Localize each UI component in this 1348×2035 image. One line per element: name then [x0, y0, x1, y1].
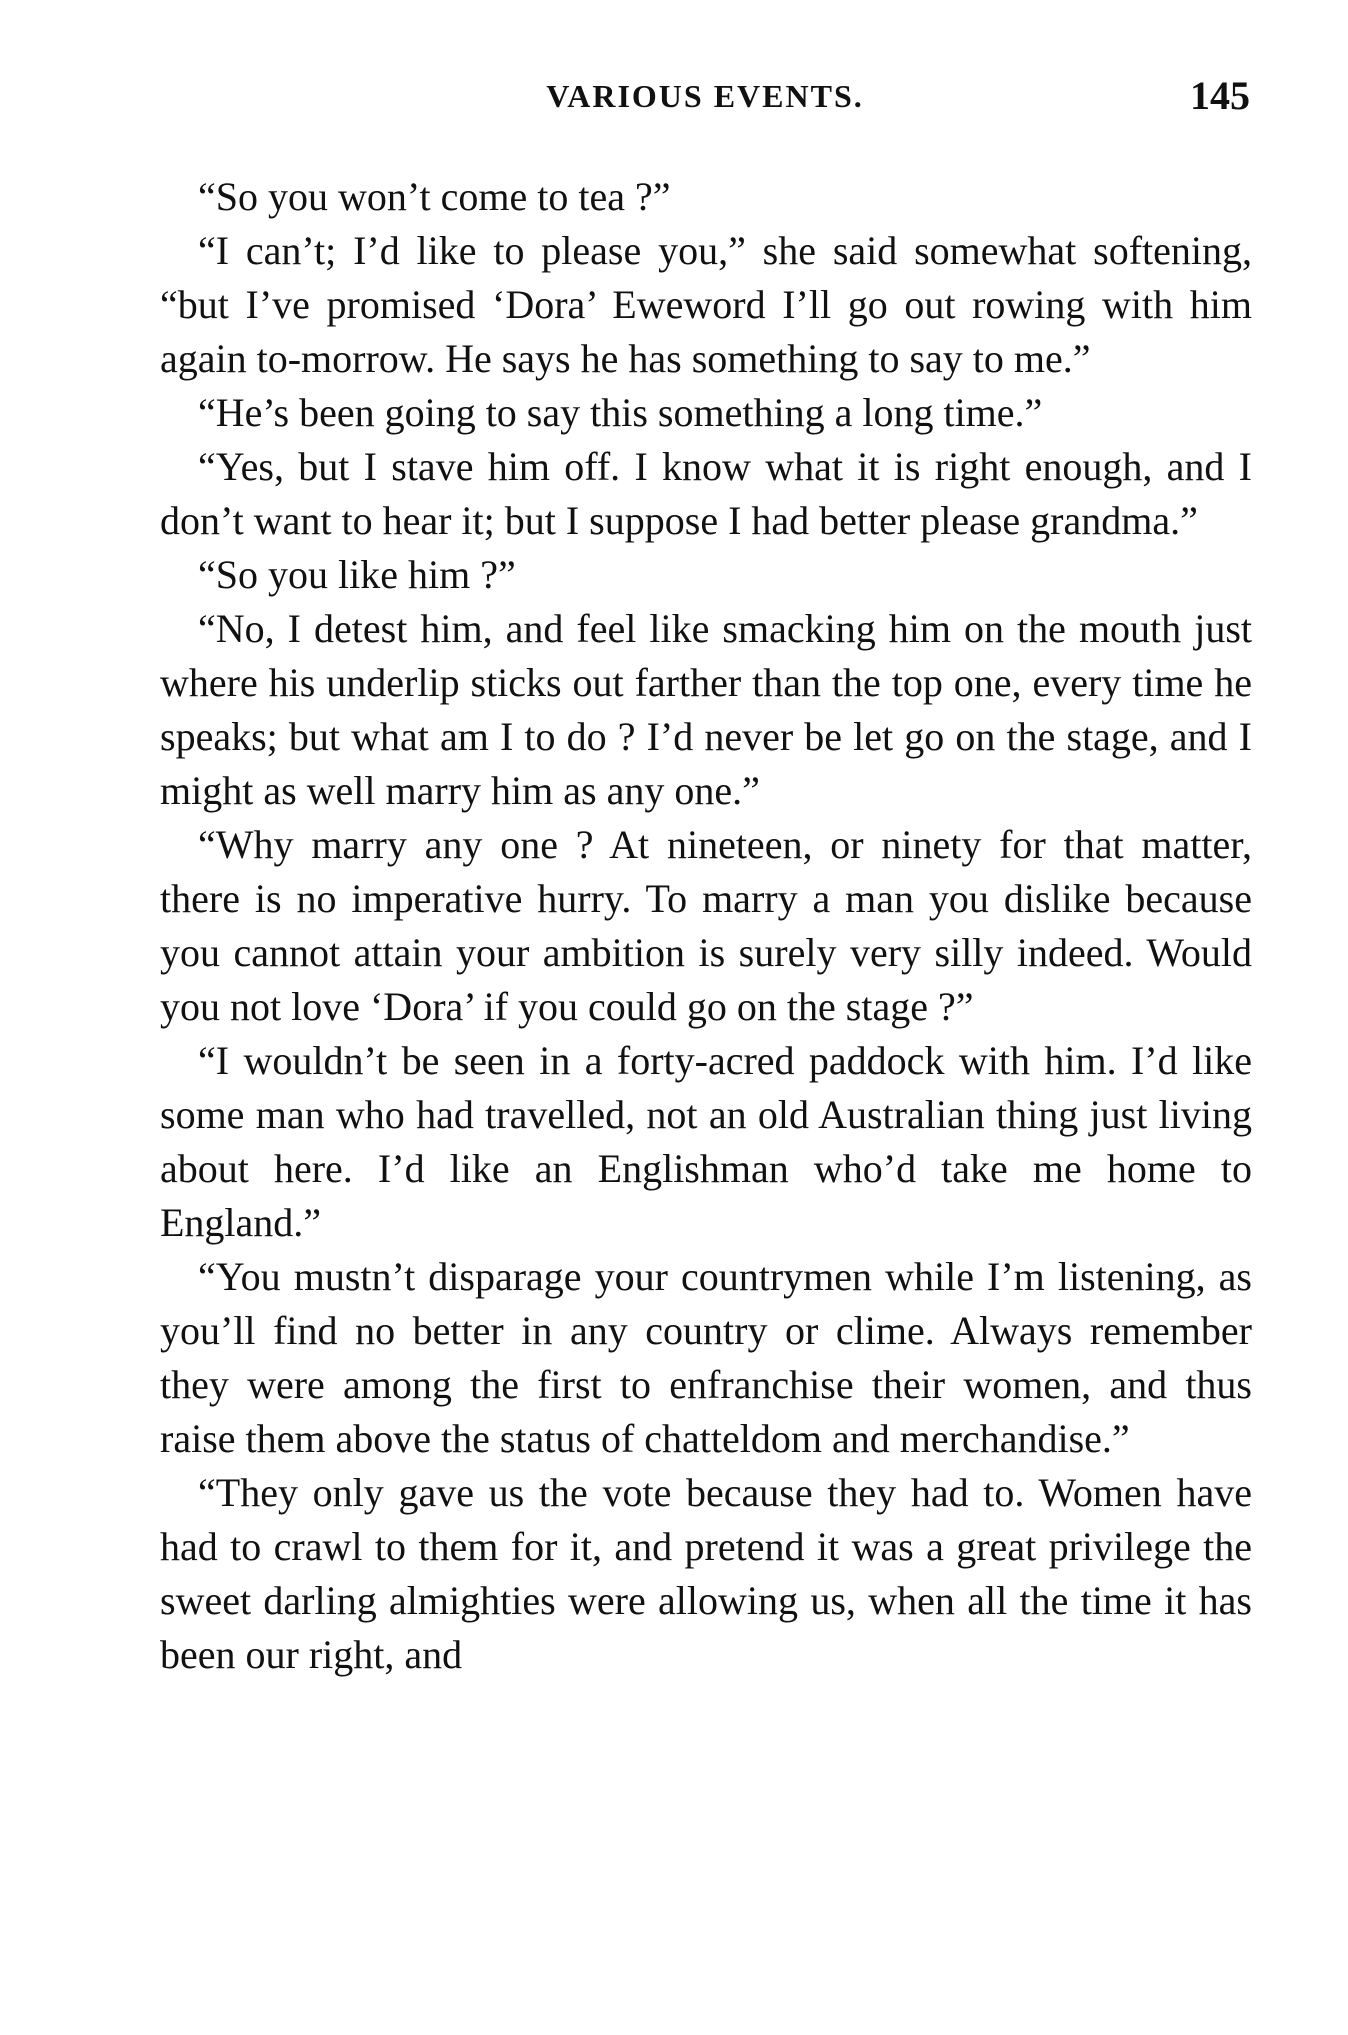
paragraph: “They only gave us the vote because they had to. Women have had to crawl to them for it, and pretend it was a great privilege the sweet darling almighties were allowing us, when all the time it has been our right, and [160, 1470, 1252, 1677]
page-number: 145 [1190, 73, 1250, 118]
paragraph: “So you like him ?” [198, 552, 516, 597]
paragraph: “You mustn’t disparage your countrymen while I’m listening, as you’ll find no better in any country or clime. Always remember they were among the first to enfranchise their women, and thus raise them above the status of chatteldom and merchandise.” [160, 1254, 1252, 1461]
paragraph: “I wouldn’t be seen in a forty-acred paddock with him. I’d like some man who had travelled, not an old Australian thing just living about here. I’d like an Englishman who’d take me home to England.” [160, 1038, 1252, 1245]
paragraph: “No, I detest him, and feel like smacking him on the mouth just where his underlip sticks out farther than the top one, every time he speaks; but what am I to do ? I’d never be let go on the stage, and I might as well marry him as any one.” [160, 606, 1252, 813]
body-text [160, 170, 1252, 1682]
paragraph: “Yes, but I stave him off. I know what it is right enough, and I don’t want to hear it; but I suppose I had better please grandma.” [160, 444, 1252, 543]
paragraph: “Why marry any one ? At nineteen, or ninety for that matter, there is no imperative hurry. To marry a man you dislike because you cannot attain your ambition is surely very silly indeed. Would you not love ‘Dora’ if you could go on the stage ?” [160, 822, 1252, 1029]
paragraph: “He’s been going to say this something a long time.” [198, 390, 1043, 435]
paragraph: “So you won’t come to tea ?” [198, 174, 671, 219]
running-head [160, 73, 1250, 128]
paragraph: “I can’t; I’d like to please you,” she said somewhat softening, “but I’ve promised ‘Dora’ Eweword I’ll go out rowing with him again to-morrow. He says he has something to say to me.” [160, 228, 1252, 381]
running-title: VARIOUS EVENTS. [546, 78, 864, 114]
